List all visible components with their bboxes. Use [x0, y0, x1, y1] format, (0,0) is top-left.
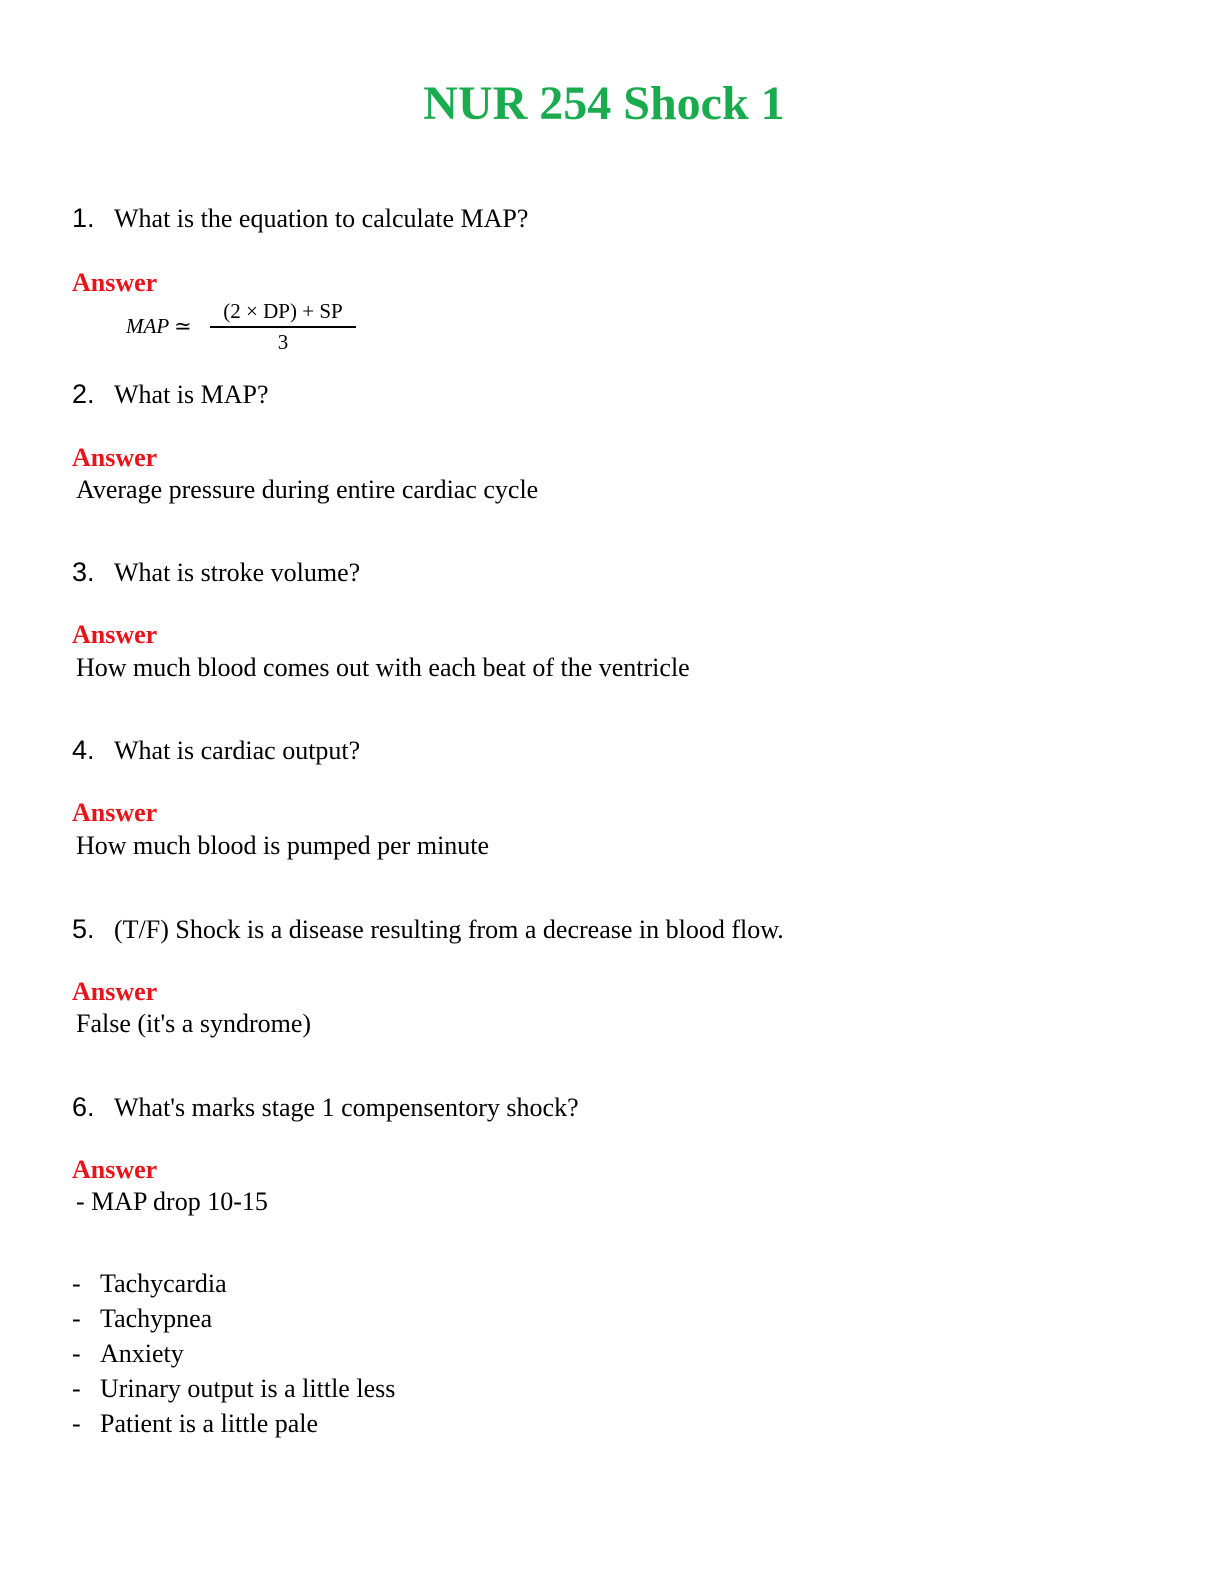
- answer-label-2: Answer: [72, 443, 158, 472]
- answer-text-4: How much blood is pumped per minute: [76, 831, 490, 860]
- list-item-text: Patient is a little pale: [100, 1409, 319, 1438]
- formula-lhs: MAP ≃: [126, 314, 192, 338]
- answer-text-3: How much blood comes out with each beat of the ventricle: [76, 653, 690, 682]
- list-dash: -: [72, 1374, 81, 1403]
- formula-fraction: [210, 298, 356, 354]
- list-item: [72, 1371, 395, 1406]
- question-text: What's marks stage 1 compensentory shock?: [114, 1093, 579, 1122]
- question-5: [72, 913, 784, 946]
- question-text: What is cardiac output?: [114, 736, 361, 765]
- list-item-text: Tachycardia: [100, 1269, 227, 1298]
- question-text: What is the equation to calculate MAP?: [114, 204, 529, 233]
- list-item-text: Urinary output is a little less: [100, 1374, 396, 1403]
- question-4: [72, 734, 360, 767]
- list-item: [72, 1301, 395, 1336]
- question-text: What is MAP?: [114, 380, 269, 409]
- list-item: [72, 1336, 395, 1371]
- question-text: What is stroke volume?: [114, 558, 361, 587]
- question-6: [72, 1091, 579, 1124]
- list-dash: -: [72, 1339, 81, 1368]
- question-2: [72, 378, 269, 411]
- question-1: [72, 202, 528, 235]
- question-3: [72, 556, 360, 589]
- answer-label-1: Answer: [72, 268, 158, 297]
- answer-text-2: Average pressure during entire cardiac cycle: [76, 475, 539, 504]
- answer-label-3: Answer: [72, 620, 158, 649]
- answer-label-5: Answer: [72, 977, 158, 1006]
- page-title: NUR 254 Shock 1: [423, 77, 785, 130]
- list-item: [72, 1406, 395, 1441]
- question-number: 4.: [72, 735, 95, 765]
- answer-label-4: Answer: [72, 798, 158, 827]
- stage1-symptom-list: [72, 1266, 395, 1441]
- list-item-text: Tachypnea: [100, 1304, 213, 1333]
- list-dash: -: [72, 1409, 81, 1438]
- answer-text-6: - MAP drop 10-15: [76, 1187, 268, 1216]
- question-number: 1.: [72, 203, 95, 233]
- answer-text-5: False (it's a syndrome): [76, 1009, 312, 1038]
- fraction-bar: [210, 326, 356, 328]
- formula-denominator: 3: [277, 329, 289, 354]
- list-dash: -: [72, 1269, 81, 1298]
- question-number: 5.: [72, 914, 95, 944]
- list-item-text: Anxiety: [100, 1339, 184, 1368]
- question-number: 6.: [72, 1092, 95, 1122]
- formula-numerator: (2 × DP) + SP: [223, 299, 343, 323]
- question-number: 2.: [72, 379, 95, 409]
- list-dash: -: [72, 1304, 81, 1333]
- question-text: (T/F) Shock is a disease resulting from a decrease in blood flow.: [114, 915, 784, 944]
- question-number: 3.: [72, 557, 95, 587]
- answer-label-6: Answer: [72, 1155, 158, 1184]
- list-item: [72, 1266, 395, 1301]
